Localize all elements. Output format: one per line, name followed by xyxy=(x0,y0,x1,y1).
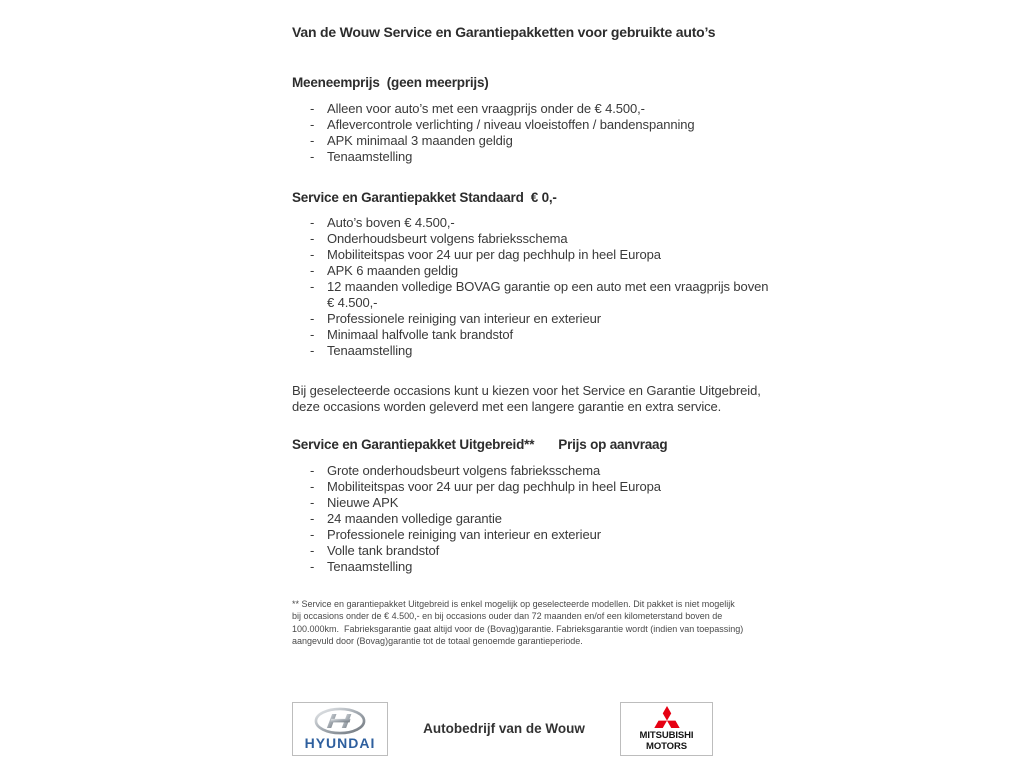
mitsubishi-diamonds-icon xyxy=(654,706,680,728)
bullet-dash: - xyxy=(310,247,315,262)
bullet-dash: - xyxy=(310,463,315,478)
mitsubishi-logo xyxy=(620,702,713,756)
list-item xyxy=(310,327,768,343)
bullet-list-standaard xyxy=(310,215,768,359)
list-item xyxy=(310,215,768,231)
bullet-text: APK 6 maanden geldig xyxy=(327,263,458,278)
hyundai-wordmark: HYUNDAI xyxy=(304,735,376,751)
bullet-text: Nieuwe APK xyxy=(327,495,399,510)
bullet-dash: - xyxy=(310,343,315,358)
list-item xyxy=(310,495,661,511)
bullet-text: Onderhoudsbeurt volgens fabrieksschema xyxy=(327,231,568,246)
bullet-dash: - xyxy=(310,215,315,230)
list-item xyxy=(310,101,695,117)
bullet-dash: - xyxy=(310,527,315,542)
list-item xyxy=(310,247,768,263)
bullet-text: Tenaamstelling xyxy=(327,559,413,574)
list-item xyxy=(310,149,695,165)
bullet-dash: - xyxy=(310,327,315,342)
text-line: bij occasions onder de € 4.500,- en bij occasions ouder dan 72 maanden en/of een kilometerstand boven de xyxy=(292,611,723,622)
bullet-text: Mobiliteitspas voor 24 uur per dag pechhulp in heel Europa xyxy=(327,247,661,262)
section-heading-uitgebreid xyxy=(292,437,667,453)
list-item xyxy=(310,263,768,279)
hyundai-oval-icon xyxy=(313,707,367,735)
bullet-dash: - xyxy=(310,101,315,116)
list-item xyxy=(310,543,661,559)
dealer-name: Autobedrijf van de Wouw xyxy=(423,721,585,736)
text-line: 100.000km. Fabrieksgarantie gaat altijd voor de (Bovag)garantie. Fabrieksgarantie wordt (indien van toepassing) xyxy=(292,623,744,634)
text-line: Bij geselecteerde occasions kunt u kiezen voor het Service en Garantie Uitgebreid, xyxy=(292,383,761,398)
bullet-dash: - xyxy=(310,263,315,278)
mitsubishi-wordmark-line1: MITSUBISHI xyxy=(639,730,694,741)
bullet-text: Volle tank brandstof xyxy=(327,543,440,558)
bullet-dash: - xyxy=(310,231,315,246)
bullet-dash: - xyxy=(310,133,315,148)
list-item xyxy=(310,133,695,149)
bullet-text: Professionele reiniging van interieur en exterieur xyxy=(327,527,601,542)
bullet-text: € 4.500,- xyxy=(327,295,378,310)
list-item xyxy=(310,479,661,495)
bullet-text: Grote onderhoudsbeurt volgens fabrieksschema xyxy=(327,463,601,478)
page-title: Van de Wouw Service en Garantiepakketten voor gebruikte auto’s xyxy=(292,24,716,40)
list-item xyxy=(310,527,661,543)
list-item xyxy=(310,279,768,311)
bullet-dash: - xyxy=(310,511,315,526)
bullet-text: 12 maanden volledige BOVAG garantie op een auto met een vraagprijs boven xyxy=(327,279,769,294)
text-line: deze occasions worden geleverd met een langere garantie en extra service. xyxy=(292,399,722,414)
bullet-text: Alleen voor auto’s met een vraagprijs onder de € 4.500,- xyxy=(327,101,645,116)
bullet-dash: - xyxy=(310,495,315,510)
bullet-text: 24 maanden volledige garantie xyxy=(327,511,502,526)
bullet-dash: - xyxy=(310,479,315,494)
list-item xyxy=(310,311,768,327)
bullet-text: APK minimaal 3 maanden geldig xyxy=(327,133,513,148)
intro-paragraph xyxy=(292,383,761,415)
mitsubishi-wordmark-line2: MOTORS xyxy=(646,741,687,752)
bullet-dash: - xyxy=(310,311,315,326)
text-line: ** Service en garantiepakket Uitgebreid is enkel mogelijk op geselecteerde modellen. Dit pakket is niet mogelijk xyxy=(292,599,735,609)
list-item xyxy=(310,559,661,575)
footnote xyxy=(292,598,743,648)
section-heading-label: Service en Garantiepakket Uitgebreid** xyxy=(292,437,535,452)
section-heading-meeneemprijs xyxy=(292,75,489,91)
section-heading-label: Meeneemprijs (geen meerprijs) xyxy=(292,75,489,90)
text-line: aangevuld door (Bovag)garantie tot de totaal genoemde garantieperiode. xyxy=(292,636,583,647)
bullet-dash: - xyxy=(310,149,315,164)
bullet-text: Aflevercontrole verlichting / niveau vloeistoffen / bandenspanning xyxy=(327,117,695,132)
section-heading-label: Service en Garantiepakket Standaard € 0,- xyxy=(292,190,557,205)
bullet-text: Minimaal halfvolle tank brandstof xyxy=(327,327,514,342)
bullet-text: Auto’s boven € 4.500,- xyxy=(327,215,455,230)
bullet-text: Tenaamstelling xyxy=(327,149,413,164)
bullet-dash: - xyxy=(310,117,315,132)
list-item xyxy=(310,511,661,527)
bullet-dash: - xyxy=(310,543,315,558)
list-item xyxy=(310,231,768,247)
section-heading-standaard xyxy=(292,190,557,206)
bullet-list-uitgebreid xyxy=(310,463,661,575)
section-price: Prijs op aanvraag xyxy=(558,437,668,452)
bullet-list-meeneemprijs xyxy=(310,101,695,165)
list-item xyxy=(310,463,661,479)
hyundai-logo xyxy=(292,702,388,756)
list-item xyxy=(310,117,695,133)
bullet-text: Mobiliteitspas voor 24 uur per dag pechhulp in heel Europa xyxy=(327,479,661,494)
bullet-text: Tenaamstelling xyxy=(327,343,413,358)
bullet-dash: - xyxy=(310,559,315,574)
bullet-dash xyxy=(310,295,327,311)
bullet-dash: - xyxy=(310,279,315,294)
bullet-text: Professionele reiniging van interieur en exterieur xyxy=(327,311,601,326)
list-item xyxy=(310,343,768,359)
